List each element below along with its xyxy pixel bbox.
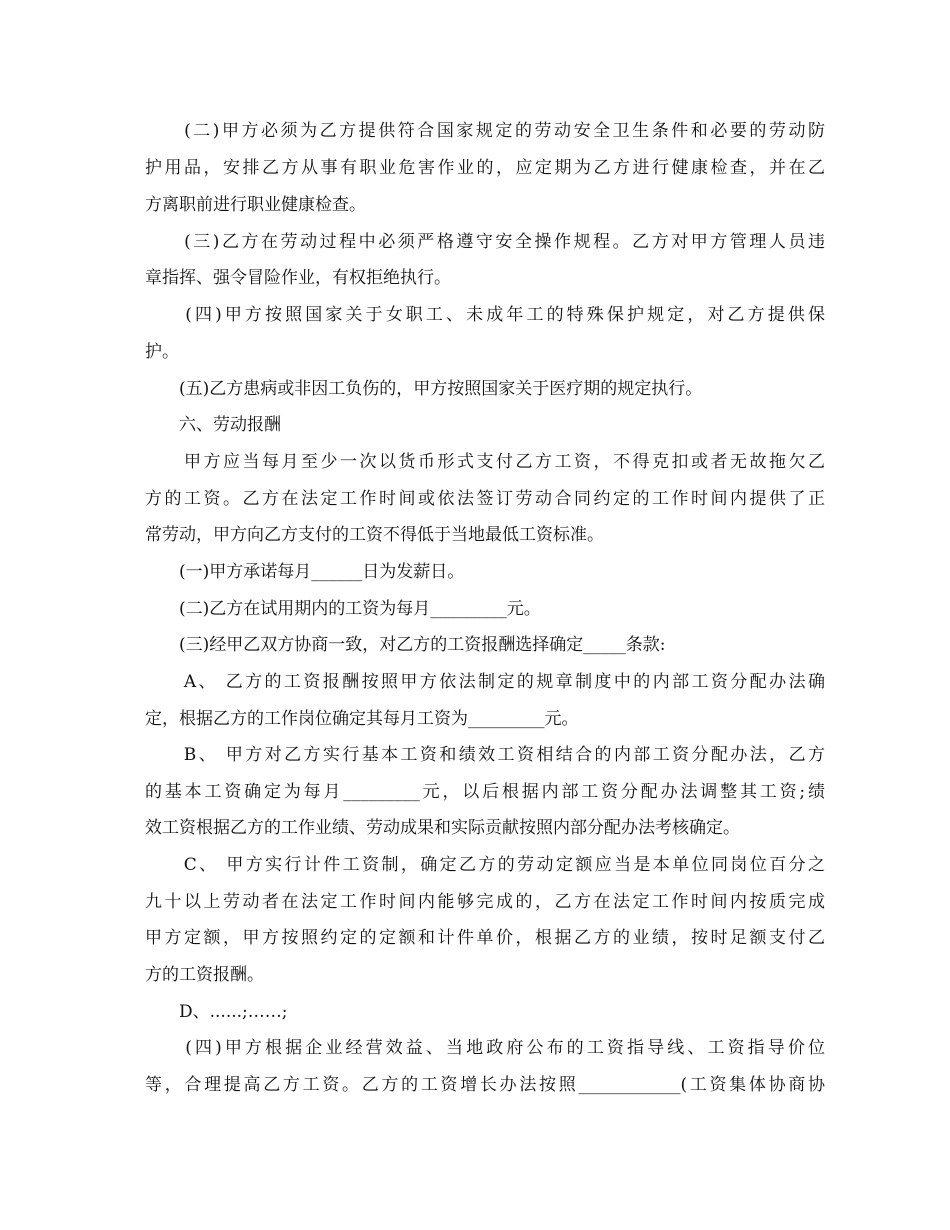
paragraph-line: 定，根据乙方的工作岗位确定其每月工资为_________元。 xyxy=(145,709,579,729)
paragraph-line: D、......;……; xyxy=(145,1002,288,1022)
paragraph-line: (二)乙方在试用期内的工资为每月_________元。 xyxy=(145,599,541,619)
paragraph-line: 方离职前进行职业健康检查。 xyxy=(145,195,366,215)
paragraph-line: (一)甲方承诺每月______日为发薪日。 xyxy=(145,562,465,582)
paragraph-line: 护用品，安排乙方从事有职业危害作业的，应定期为乙方进行健康检查，并在乙 xyxy=(145,158,825,178)
paragraph-line: (四)甲方按照国家关于女职工、未成年工的特殊保护规定，对乙方提供保 xyxy=(145,305,825,325)
paragraph-line: A、 乙方的工资报酬按照甲方依法制定的规章制度中的内部工资分配办法确 xyxy=(145,672,825,692)
paragraph-line: (三)乙方在劳动过程中必须严格遵守安全操作规程。乙方对甲方管理人员违 xyxy=(145,232,825,252)
section-heading: 六、劳动报酬 xyxy=(145,415,281,435)
paragraph-line: 等，合理提高乙方工资。乙方的工资增长办法按照____________(工资集体协商协 xyxy=(145,1075,825,1095)
paragraph-line: 章指挥、强令冒险作业，有权拒绝执行。 xyxy=(145,268,451,288)
paragraph-line: (二)甲方必须为乙方提供符合国家规定的劳动安全卫生条件和必要的劳动防 xyxy=(145,121,825,141)
paragraph-line: 九十以上劳动者在法定工作时间内能够完成的，乙方在法定工作时间内按质完成 xyxy=(145,892,825,912)
paragraph-line: 护。 xyxy=(145,342,179,362)
paragraph-line: 效工资根据乙方的工作业绩、劳动成果和实际贡献按照内部分配办法考核确定。 xyxy=(145,818,740,838)
paragraph-line: C、 甲方实行计件工资制，确定乙方的劳动定额应当是本单位同岗位百分之 xyxy=(145,855,825,875)
paragraph-line: 的基本工资确定为每月_________元，以后根据内部工资分配办法调整其工资;绩 xyxy=(145,782,825,802)
paragraph-line: B、 甲方对乙方实行基本工资和绩效工资相结合的内部工资分配办法，乙方 xyxy=(145,745,825,765)
paragraph-line: (五)乙方患病或非因工负伤的，甲方按照国家关于医疗期的规定执行。 xyxy=(145,379,703,399)
paragraph-line: 甲方应当每月至少一次以货币形式支付乙方工资，不得克扣或者无故拖欠乙 xyxy=(145,452,825,472)
paragraph-line: 甲方定额，甲方按照约定的定额和计件单价，根据乙方的业绩，按时足额支付乙 xyxy=(145,928,825,948)
paragraph-line: 方的工资。乙方在法定工作时间或依法签订劳动合同约定的工作时间内提供了正 xyxy=(145,489,825,509)
paragraph-line: 常劳动，甲方向乙方支付的工资不得低于当地最低工资标准。 xyxy=(145,525,604,545)
paragraph-line: (四)甲方根据企业经营效益、当地政府公布的工资指导线、工资指导价位 xyxy=(145,1038,825,1058)
paragraph-line: 方的工资报酬。 xyxy=(145,965,264,985)
paragraph-line: (三)经甲乙双方协商一致，对乙方的工资报酬选择确定_____条款: xyxy=(145,635,666,655)
